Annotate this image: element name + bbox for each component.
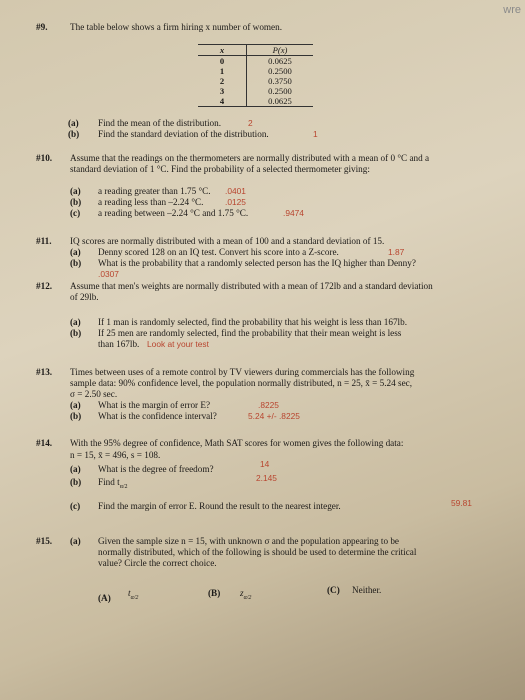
option-b-subscript: α/2 [243,594,252,601]
option-a-subscript: α/2 [130,594,139,601]
q12b-text-line2: than 167lb. [98,339,140,349]
q10c-text: a reading between –2.24 °C and 1.75 °C. [98,208,249,218]
table-header-px: P(x) [247,45,314,56]
q12-line2: of 29lb. [70,292,99,302]
cell: 0 [198,56,247,67]
cell: 0.0625 [268,96,292,106]
option-b-symbol[interactable] [240,588,251,604]
q12b-answer: Look at your test [147,339,209,349]
q13a-text: What is the margin of error E? [98,400,211,410]
q10b-answer: .0125 [225,197,246,207]
q9-text: The table below shows a firm hiring x number of women. [70,22,283,32]
q14-line1: With the 95% degree of confidence, Math SAT scores for women gives the following data: [70,438,404,448]
probability-table [198,44,313,107]
q9a-text: Find the mean of the distribution. [98,118,221,128]
q10-line1: Assume that the readings on the thermometers are normally distributed with a mean of 0 °C and a [70,153,430,163]
q9-number: #9. [36,22,48,32]
q13b-text: What is the confidence interval? [98,411,217,421]
cell: 0.2500 [268,86,292,96]
q10c-label: (c) [70,208,81,218]
q14a-answer: 14 [260,459,270,469]
q11b-text: What is the probability that a randomly selected person has the IQ higher than Denny? [98,258,416,268]
q11b-answer: .0307 [98,269,119,279]
option-c-label[interactable]: (C) [327,585,340,595]
q14c-label: (c) [70,501,81,511]
q13a-answer: .8225 [258,400,279,410]
table-row [198,86,313,96]
option-b-label[interactable]: (B) [208,588,221,598]
q13-line3: σ = 2.50 sec. [70,389,118,399]
q12b-text-line1: If 25 men are randomly selected, find the probability that their mean weight is less [98,328,402,338]
q11-number: #11. [36,236,52,246]
table-row [198,56,313,67]
q10-line2: standard deviation of 1 °C. Find the probability of a selected thermometer giving: [70,164,370,174]
q14c-answer: 59.81 [451,498,472,508]
q9a-answer: 2 [248,118,253,128]
q12-line1: Assume that men's weights are normally distributed with a mean of 172lb and a standard deviation [70,281,433,291]
option-b-sym-text: z [240,588,244,598]
q13-line1: Times between uses of a remote control by TV viewers during commercials has the following [70,367,415,377]
q10b-text: a reading less than –2.24 °C. [98,197,204,207]
q14a-text: What is the degree of freedom? [98,464,214,474]
cell: 0.3750 [268,76,292,86]
option-c-text[interactable]: Neither. [352,585,382,595]
q15-number: #15. [36,536,53,546]
cell: 4 [198,96,247,107]
q10c-answer: .9474 [283,208,304,218]
q10a-label: (a) [70,186,81,196]
q10a-text: a reading greater than 1.75 °C. [98,186,211,196]
cell: 3 [198,86,247,96]
q10a-answer: .0401 [225,186,246,196]
q10b-label: (b) [70,197,82,207]
q12a-label: (a) [70,317,81,327]
q11a-answer: 1.87 [388,247,405,257]
option-a-label[interactable]: (A) [98,593,111,603]
option-a-sym-text: t [128,588,131,598]
q14-number: #14. [36,438,53,448]
q12b-label: (b) [70,328,82,338]
q13b-answer: 5.24 +/- .8225 [248,411,300,421]
q14b-label: (b) [70,477,82,487]
q11-text: IQ scores are normally distributed with a mean of 100 and a standard deviation of 15. [70,236,385,246]
q10-number: #10. [36,153,53,163]
q13a-label: (a) [70,400,81,410]
table-row [198,66,313,76]
option-a-symbol[interactable] [128,588,138,604]
q11b-label: (b) [70,258,82,268]
table-row [198,96,313,107]
q14-line2: n = 15, x̄ = 496, s = 108. [70,450,161,460]
q12a-text: If 1 man is randomly selected, find the probability that his weight is less than 167lb. [98,317,408,327]
q12-number: #12. [36,281,53,291]
q14c-text: Find the margin of error E. Round the result to the nearest integer. [98,501,341,511]
q13-number: #13. [36,367,53,377]
cell: 0.0625 [268,56,292,66]
q11a-label: (a) [70,247,81,257]
q9b-label: (b) [68,129,80,139]
q14b-text [98,477,128,493]
q11a-text: Denny scored 128 on an IQ test. Convert his score into a Z-score. [98,247,339,257]
cell: 2 [198,76,247,86]
q13b-label: (b) [70,411,82,421]
q9b-answer: 1 [313,129,318,139]
q14b-subscript: α/2 [119,483,128,490]
q15-line2: normally distributed, which of the following is should be used to determine the critical [98,547,417,557]
cell: 1 [198,66,247,76]
q14a-label: (a) [70,464,81,474]
cell: 0.2500 [268,66,292,76]
q15a-label: (a) [70,536,81,546]
table-header-x: x [198,45,247,56]
q14b-text-main: Find t [98,477,120,487]
q9b-text: Find the standard deviation of the distribution. [98,129,269,139]
q15-line3: value? Circle the correct choice. [98,558,217,568]
q9a-label: (a) [68,118,79,128]
q13-line2: sample data: 90% confidence level, the population normally distributed, n = 25, x̄ = 5.24 sec, [70,378,413,388]
table-row [198,76,313,86]
q15-line1: Given the sample size n = 15, with unknown σ and the population appearing to be [98,536,400,546]
corner-handwriting: wre [503,4,521,16]
q14b-answer: 2.145 [256,473,277,483]
